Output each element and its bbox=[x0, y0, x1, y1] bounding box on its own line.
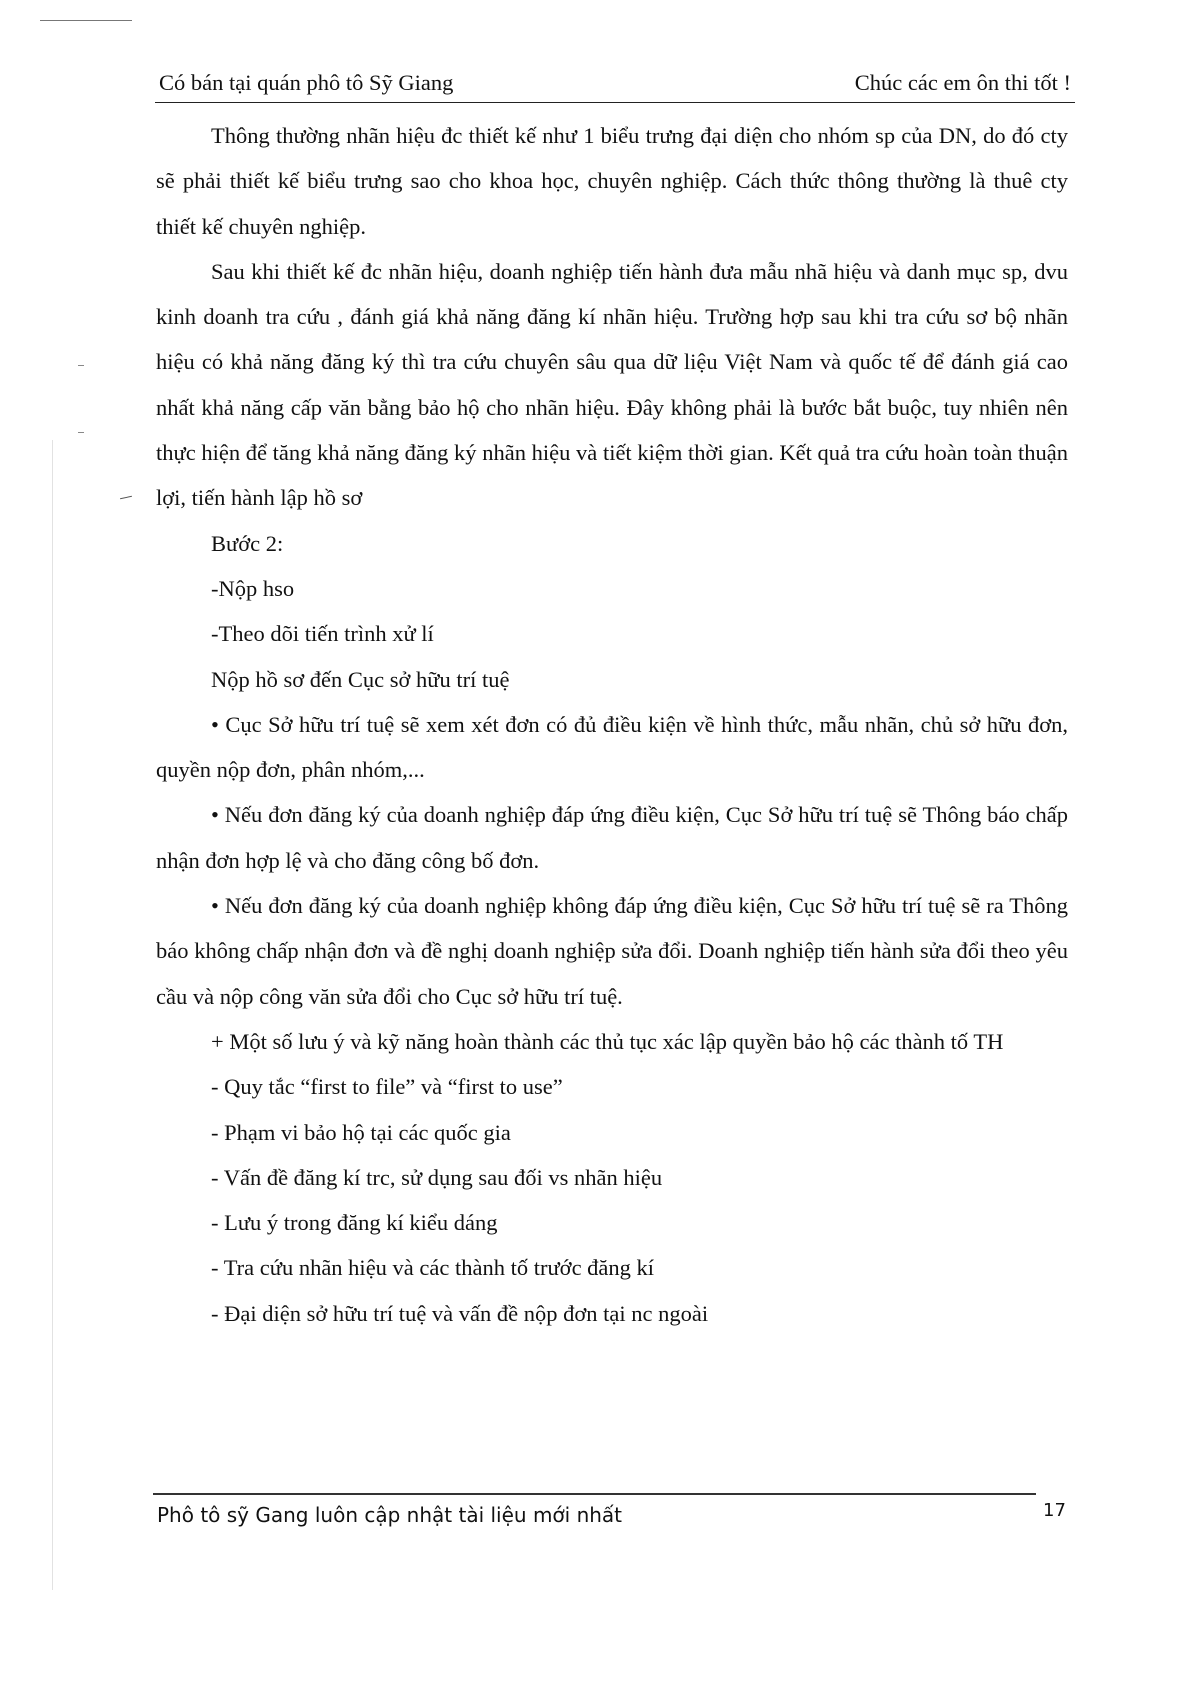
page-number: 17 bbox=[1043, 1500, 1066, 1521]
bullet-item: • Cục Sở hữu trí tuệ sẽ xem xét đơn có đủ điều kiện về hình thức, mẫu nhãn, chủ sở hữu đơn, quyền nộp đơn, phân nhóm,... bbox=[156, 711, 1068, 783]
paragraph-logo-design: Thông thường nhãn hiệu đc thiết kế như 1 biểu trưng đại diện cho nhóm sp của DN, do đó cty sẽ phải thiết kế biểu trưng sao cho khoa học, chuyên nghiệp. Cách thức thông thường là thuê cty thiết kế chuyên nghiệp. bbox=[156, 123, 1068, 239]
list-item: - Tra cứu nhãn hiệu và các thành tố trước đăng kí bbox=[211, 1255, 655, 1281]
list-item: -Theo dõi tiến trình xử lí bbox=[211, 621, 434, 647]
list-item: - Đại diện sở hữu trí tuệ và vấn đề nộp đơn tại nc ngoài bbox=[211, 1300, 709, 1326]
list-item: -Nộp hso bbox=[211, 575, 295, 601]
list-item: - Lưu ý trong đăng kí kiểu dáng bbox=[211, 1210, 498, 1236]
body-text bbox=[156, 113, 1068, 1336]
bullet-item: • Nếu đơn đăng ký của doanh nghiệp không đáp ứng điều kiện, Cục Sở hữu trí tuệ sẽ ra Thông báo không chấp nhận đơn và đề nghị doanh nghiệp sửa đổi. Doanh nghiệp tiến hành sửa đổi theo yêu cầu và nộp công văn sửa đổi cho Cục sở hữu trí tuệ. bbox=[156, 893, 1068, 1009]
paragraph-submit: Nộp hồ sơ đến Cục sở hữu trí tuệ bbox=[211, 666, 510, 692]
header-right-text: Chúc các em ôn thi tốt ! bbox=[854, 70, 1071, 95]
bullet-item: • Nếu đơn đăng ký của doanh nghiệp đáp ứng điều kiện, Cục Sở hữu trí tuệ sẽ Thông báo chấp nhận đơn hợp lệ và cho đăng công bố đơn. bbox=[156, 802, 1068, 873]
list-item: - Vấn đề đăng kí trc, sử dụng sau đối vs nhãn hiệu bbox=[211, 1164, 663, 1190]
scan-artifact-mark bbox=[78, 432, 84, 433]
paragraph-notes: + Một số lưu ý và kỹ năng hoàn thành các thủ tục xác lập quyền bảo hộ các thành tố TH bbox=[211, 1028, 1004, 1054]
list-item: - Quy tắc “first to file” và “first to use” bbox=[211, 1074, 563, 1100]
step-heading: Bước 2: bbox=[211, 530, 284, 556]
header-left-text: Có bán tại quán phô tô Sỹ Giang bbox=[159, 70, 454, 95]
list-item: - Phạm vi bảo hộ tại các quốc gia bbox=[211, 1119, 511, 1145]
scan-artifact-margin bbox=[52, 440, 53, 1590]
scan-artifact-mark bbox=[78, 365, 84, 366]
footer-divider bbox=[153, 1493, 1036, 1495]
scan-artifact-mark bbox=[120, 496, 132, 499]
scan-artifact-line bbox=[40, 20, 132, 21]
paragraph-trademark-search: Sau khi thiết kế đc nhãn hiệu, doanh nghiệp tiến hành đưa mẫu nhã hiệu và danh mục sp, dvu kinh doanh tra cứu , đánh giá khả năng đăng kí nhãn hiệu. Trường hợp sau khi tra cứu sơ bộ nhãn hiệu có khả năng đăng ký thì tra cứu chuyên sâu qua dữ liệu Việt Nam và quốc tế để đánh giá cao nhất khả năng cấp văn bằng bảo hộ cho nhãn hiệu. Đây không phải là bước bắt buộc, tuy nhiên nên thực hiện để tăng khả năng đăng ký nhãn hiệu và tiết kiệm thời gian. Kết quả tra cứu hoàn toàn thuận lợi, tiến hành lập hồ sơ bbox=[156, 258, 1068, 511]
footer-text: Phô tô sỹ Gang luôn cập nhật tài liệu mới nhất bbox=[157, 1503, 623, 1527]
page-header bbox=[155, 68, 1075, 103]
